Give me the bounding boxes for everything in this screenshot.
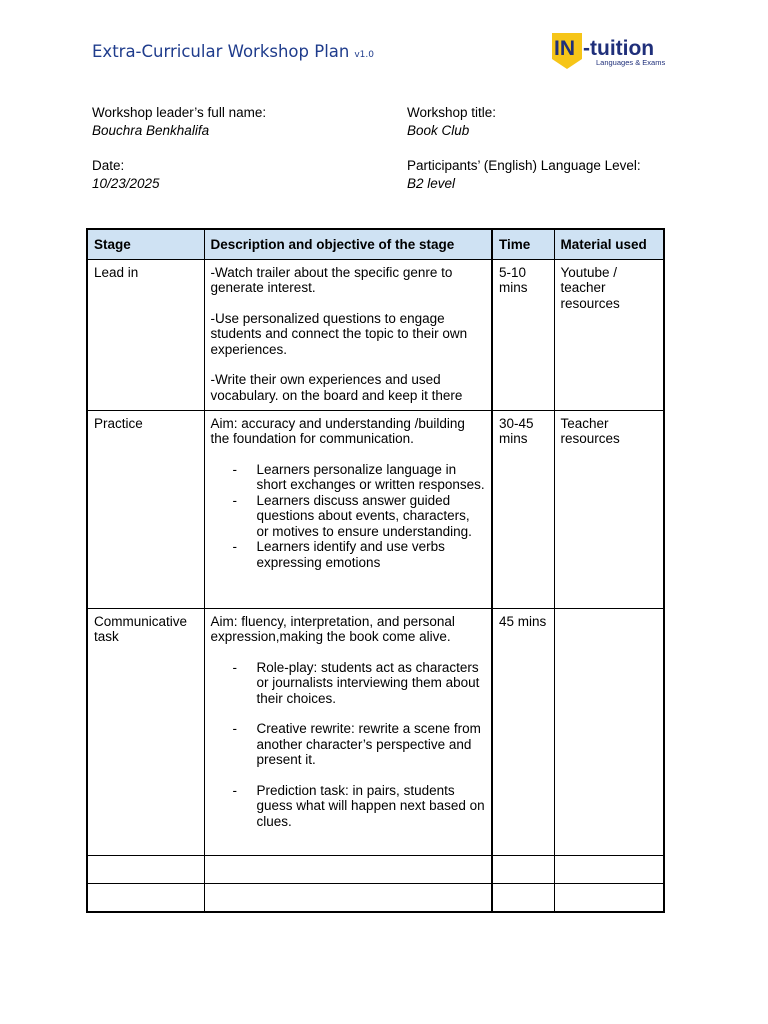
date-value: 10/23/2025 bbox=[92, 176, 160, 191]
dash-marker: - bbox=[232, 782, 237, 798]
aim-text: Aim: accuracy and understanding /building the foundation for communication. bbox=[210, 415, 465, 446]
language-level-label: Participants’ (English) Language Level: bbox=[407, 158, 641, 173]
table-row bbox=[87, 259, 664, 410]
table-row bbox=[87, 410, 664, 608]
dash-marker: - bbox=[232, 659, 237, 675]
date-label: Date: bbox=[92, 158, 125, 173]
description-paragraph: -Use personalized questions to engage students and connect the topic to their own experiences. bbox=[210, 310, 468, 357]
list-item bbox=[211, 783, 486, 830]
version-label: v1.0 bbox=[354, 50, 374, 60]
activity-list bbox=[211, 462, 486, 571]
stage-cell: Lead in bbox=[87, 259, 204, 410]
empty-cell bbox=[204, 855, 492, 883]
empty-cell bbox=[492, 855, 554, 883]
header-description: Description and objective of the stage bbox=[204, 229, 492, 259]
list-item-text: Prediction task: in pairs, students guess what will happen next based on clues. bbox=[256, 782, 485, 829]
time-cell: 45 mins bbox=[492, 608, 554, 855]
header-time: Time bbox=[492, 229, 554, 259]
activity-list bbox=[211, 660, 486, 830]
list-item bbox=[211, 493, 486, 540]
material-cell: Youtube / teacher resources bbox=[554, 259, 664, 410]
description-cell bbox=[204, 410, 492, 608]
time-cell: 30-45 mins bbox=[492, 410, 554, 608]
empty-cell bbox=[87, 855, 204, 883]
list-item-text: Learners discuss answer guided questions about events, characters, or motives to ensure understanding. bbox=[256, 492, 472, 539]
header-stage: Stage bbox=[87, 229, 204, 259]
empty-cell bbox=[554, 855, 664, 883]
table-row bbox=[87, 608, 664, 855]
description-cell bbox=[204, 608, 492, 855]
document-title bbox=[92, 42, 374, 61]
material-cell bbox=[554, 608, 664, 855]
language-level-value: B2 level bbox=[407, 176, 456, 191]
list-item-text: Role-play: students act as characters or journalists interviewing them about their choices. bbox=[256, 659, 480, 706]
empty-cell bbox=[492, 883, 554, 912]
workshop-title-label: Workshop title: bbox=[407, 105, 497, 120]
table-header-row bbox=[87, 229, 664, 259]
list-item bbox=[211, 721, 486, 768]
list-item-text: Learners personalize language in short exchanges or written responses. bbox=[256, 461, 485, 492]
dash-marker: - bbox=[232, 492, 237, 508]
empty-cell bbox=[554, 883, 664, 912]
description-paragraph: -Write their own experiences and used vocabulary. on the board and keep it there bbox=[210, 372, 463, 403]
dash-marker: - bbox=[232, 721, 237, 736]
intuition-logo bbox=[550, 31, 675, 71]
dash-marker: - bbox=[232, 539, 237, 554]
stage-cell: Communicative task bbox=[87, 608, 204, 855]
header-material: Material used bbox=[554, 229, 664, 259]
workshop-plan-table bbox=[86, 228, 665, 913]
list-item bbox=[211, 462, 486, 493]
aim-text: Aim: fluency, interpretation, and personal expression,making the book come alive. bbox=[210, 613, 455, 644]
workshop-title-value: Book Club bbox=[407, 123, 470, 138]
title-text: Extra-Curricular Workshop Plan bbox=[92, 42, 350, 61]
empty-table-row bbox=[87, 883, 664, 912]
material-cell: Teacher resources bbox=[554, 410, 664, 608]
stage-cell: Practice bbox=[87, 410, 204, 608]
leader-name-value: Bouchra Benkhalifa bbox=[92, 123, 210, 138]
description-cell bbox=[204, 259, 492, 410]
list-item bbox=[211, 539, 486, 570]
empty-cell bbox=[204, 883, 492, 912]
empty-cell bbox=[87, 883, 204, 912]
svg-text:Languages & Exams: Languages & Exams bbox=[596, 58, 666, 67]
dash-marker: - bbox=[232, 461, 237, 477]
time-cell: 5-10 mins bbox=[492, 259, 554, 410]
leader-name-label: Workshop leader’s full name: bbox=[92, 105, 267, 120]
svg-text:-tuition: -tuition bbox=[583, 37, 655, 60]
list-item bbox=[211, 660, 486, 707]
list-item-text: Creative rewrite: rewrite a scene from another character’s perspective and present it. bbox=[256, 721, 481, 767]
description-paragraph: -Watch trailer about the specific genre to generate interest. bbox=[210, 264, 453, 295]
empty-table-row bbox=[87, 855, 664, 883]
svg-text:IN: IN bbox=[554, 37, 575, 60]
list-item-text: Learners identify and use verbs expressing emotions bbox=[256, 539, 445, 570]
